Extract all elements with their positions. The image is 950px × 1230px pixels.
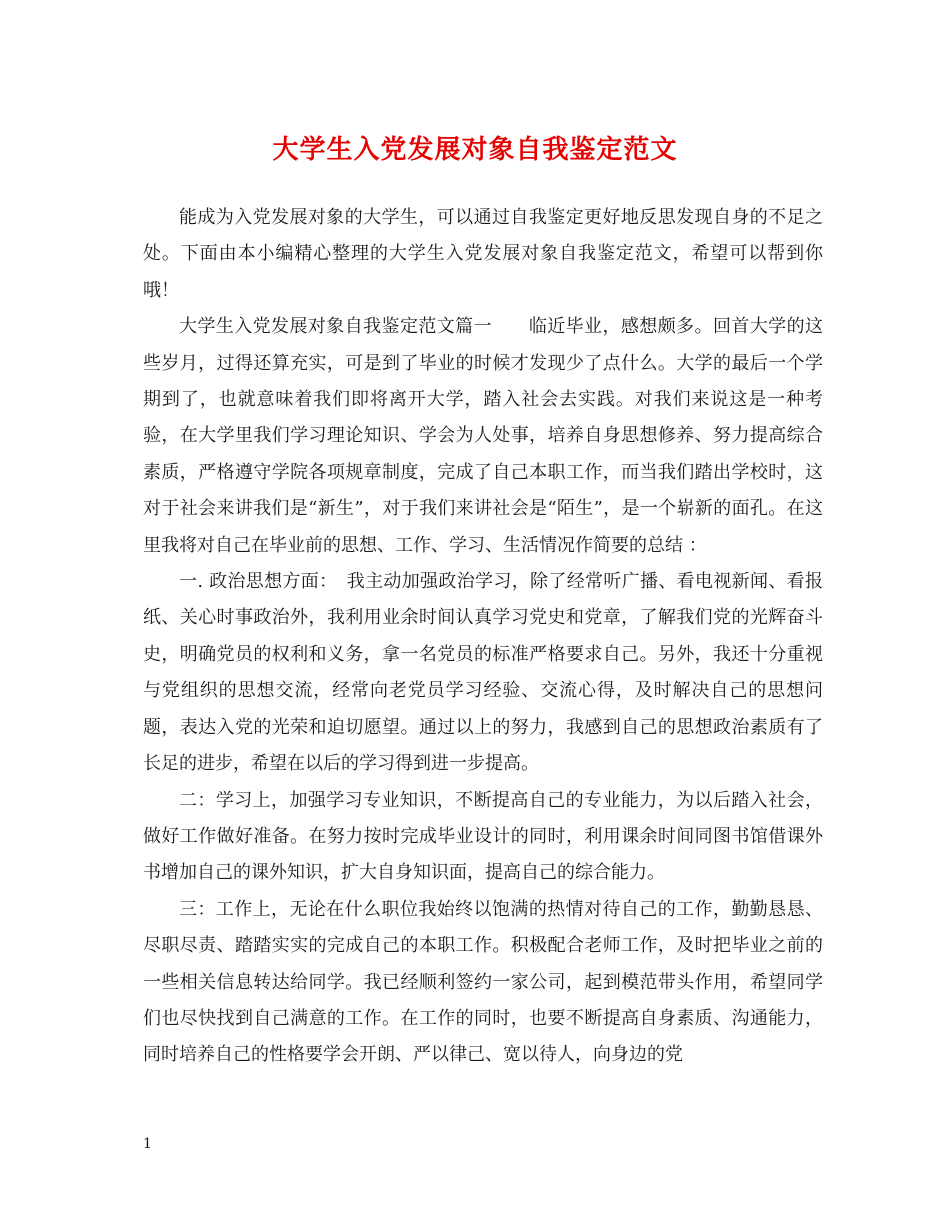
page-number: 1 xyxy=(143,1136,152,1152)
paragraph-political-thought: 一. 政治思想方面： 我主动加强政治学习，除了经常听广播、看电视新闻、看报纸、关心时事政治外，我利用业余时间认真学习党史和党章，了解我们党的光辉奋斗史，明确党员的权利和义务，拿一名党员的标准严格要求自己。另外，我还十分重视与党组织的思想交流，经常向老党员学习经验、交流心得，及时解决自己的思想问题，表达入党的光荣和迫切愿望。通过以上的努力，我感到自己的思想政治素质有了长足的进步，希望在以后的学习得到进一步提高。 xyxy=(143,571,823,775)
document-body xyxy=(143,200,823,1074)
paragraph-essay-opening: 大学生入党发展对象自我鉴定范文篇一 临近毕业，感想颇多。回首大学的这些岁月，过得还算充实，可是到了毕业的时候才发现少了点什么。大学的最后一个学期到了，也就意味着我们即将离开大学，踏入社会去实践。对我们来说这是一种考验，在大学里我们学习理论知识、学会为人处事，培养自身思想修养、努力提高综合素质，严格遵守学院各项规章制度，完成了自己本职工作，而当我们踏出学校时，这对于社会来讲我们是“新生”，对于我们来讲社会是“陌生”，是一个崭新的面孔。在这里我将对自己在毕业前的思想、工作、学习、生活情况作简要的总结 ： xyxy=(143,316,823,556)
paragraph-study: 二：学习上，加强学习专业知识，不断提高自己的专业能力，为以后踏入社会，做好工作做好准备。在努力按时完成毕业设计的同时，利用课余时间同图书馆借课外书增加自己的课外知识，扩大自身知识面，提高自己的综合能力。 xyxy=(143,789,823,884)
document-title: 大学生入党发展对象自我鉴定范文 xyxy=(272,135,678,165)
paragraph-work: 三：工作上，无论在什么职位我始终以饱满的热情对待自己的工作，勤勤恳恳、尽职尽责、踏踏实实的完成自己的本职工作。积极配合老师工作，及时把毕业之前的一些相关信息转达给同学。我已经顺利签约一家公司，起到模范带头作用，希望同学们也尽快找到自己满意的工作。在工作的同时，也要不断提高自身素质、沟通能力，同时培养自己的性格要学会开朗、严以律己、宽以待人，向身边的党 xyxy=(143,898,823,1066)
paragraph-intro: 能成为入党发展对象的大学生，可以通过自我鉴定更好地反思发现自身的不足之处。下面由本小编精心整理的大学生入党发展对象自我鉴定范文，希望可以帮到你哦！ xyxy=(143,207,823,301)
